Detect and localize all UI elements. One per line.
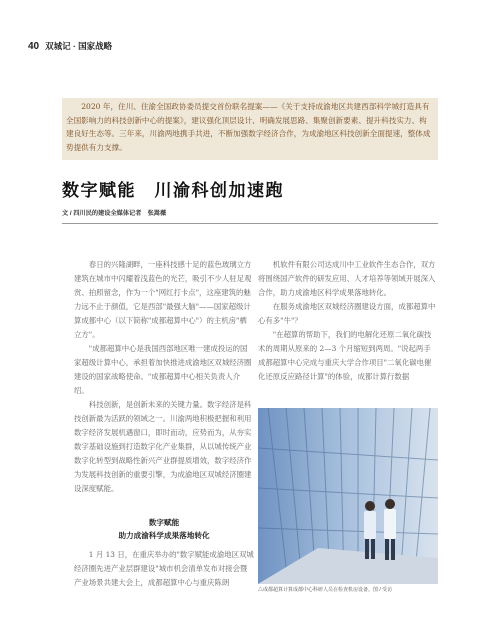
article-title: 数字赋能 川渝科创加速跑 xyxy=(62,181,284,201)
byline: 文 / 四川民的建设全媒体记者 张嵩薇 xyxy=(62,210,167,217)
paragraph: "在超算的帮助下，我们的电解化还原二氧化碳技术的周期从原来的 2—3 个月缩短到两周。"说起两手成都超算中心完成与重庆大学合作项目"二氧化碳电催化还原反应路径计算"的体验，成都计算行数据 xyxy=(258,330,432,381)
photo-illustration xyxy=(258,408,438,584)
paragraph: 机软件有限公司达成川中工业软件生态合作，双方将围绕国产软件的研发应用、人才培养等领域开展深入合作，助力成渝地区科学成果落地转化。 xyxy=(258,260,436,297)
section-label: 双城记 · 国家战略 xyxy=(45,41,113,51)
intro-box xyxy=(62,98,438,160)
page-header xyxy=(28,40,112,52)
paragraph: 春日的兴隆湖畔，一座科技感十足的蓝色玻璃立方建筑在城市中闪耀着浅蓝色的光芒，吸引不少人驻足观赏、拍照留念，作为一个"网红打卡点"，这座建筑的魅力远不止于颜值，它是西部"最强大脑"——国家超级计算成都中心（以下简称"成都超算中心"）的主机房"栖立方"。 xyxy=(74,260,252,339)
column-right xyxy=(258,258,438,384)
paragraph: 在服务成渝地区双城经济圈建设方面，成都超算中心有多"牛"？ xyxy=(258,302,436,325)
photo-caption: △成都超算计算成都中心科研人员在检查机房设备。图 / 受访 xyxy=(258,587,393,593)
intro-text: 2020 年，住川、住渝全国政协委员提交首份联名提案——《关于支持成渝地区共建西部科学城打造具有全国影响力的科技创新中心的提案》，建议强化顶层设计、明确发展思路、集聚创新要素、提升科技实力、构建良好生态等。三年来，川渝两地携手共进，不断加强数字经济合作，为成渝地区科技创新全面提速，整体成势提供有力支撑。 xyxy=(66,102,431,152)
page-number: 40 xyxy=(28,41,40,52)
paragraph: 1 月 13 日，在重庆举办的"数字赋能成渝地区双城经济圈先进产业层群建设"城市机会清单发布对接会暨产业场景共建大会上，成都超算中心与重庆陈朗 xyxy=(74,550,254,587)
title-rule xyxy=(62,223,438,224)
paragraph: "成都超算中心是我国西部地区唯一建成投运的国家超级计算中心，承担着加快推进成渝地区双城经济圈建设的国家战略使命。"成都超算中心相关负责人介绍。 xyxy=(74,344,252,395)
paragraph: 科技创新，是创新未来的关键力量。数字经济是科技创新最为活跃的领域之一。川渝两地积极把握和利用数字经济发展机遇窗口，即时而动，应势而为，从夯实数字基础设施到打造数字化产业集群，从以城传统产业数字化转型到战略性新兴产业群提质增效，数字经济作为发展科技创新的重要引擎，为成渝地区双城经济圈建设深度赋能。 xyxy=(74,400,252,493)
column-left xyxy=(74,258,254,496)
column-left-lower xyxy=(74,548,254,590)
article-photo xyxy=(258,408,438,584)
section-subheading: 数字赋能 助力成渝科学成果落地转化 xyxy=(118,518,210,540)
